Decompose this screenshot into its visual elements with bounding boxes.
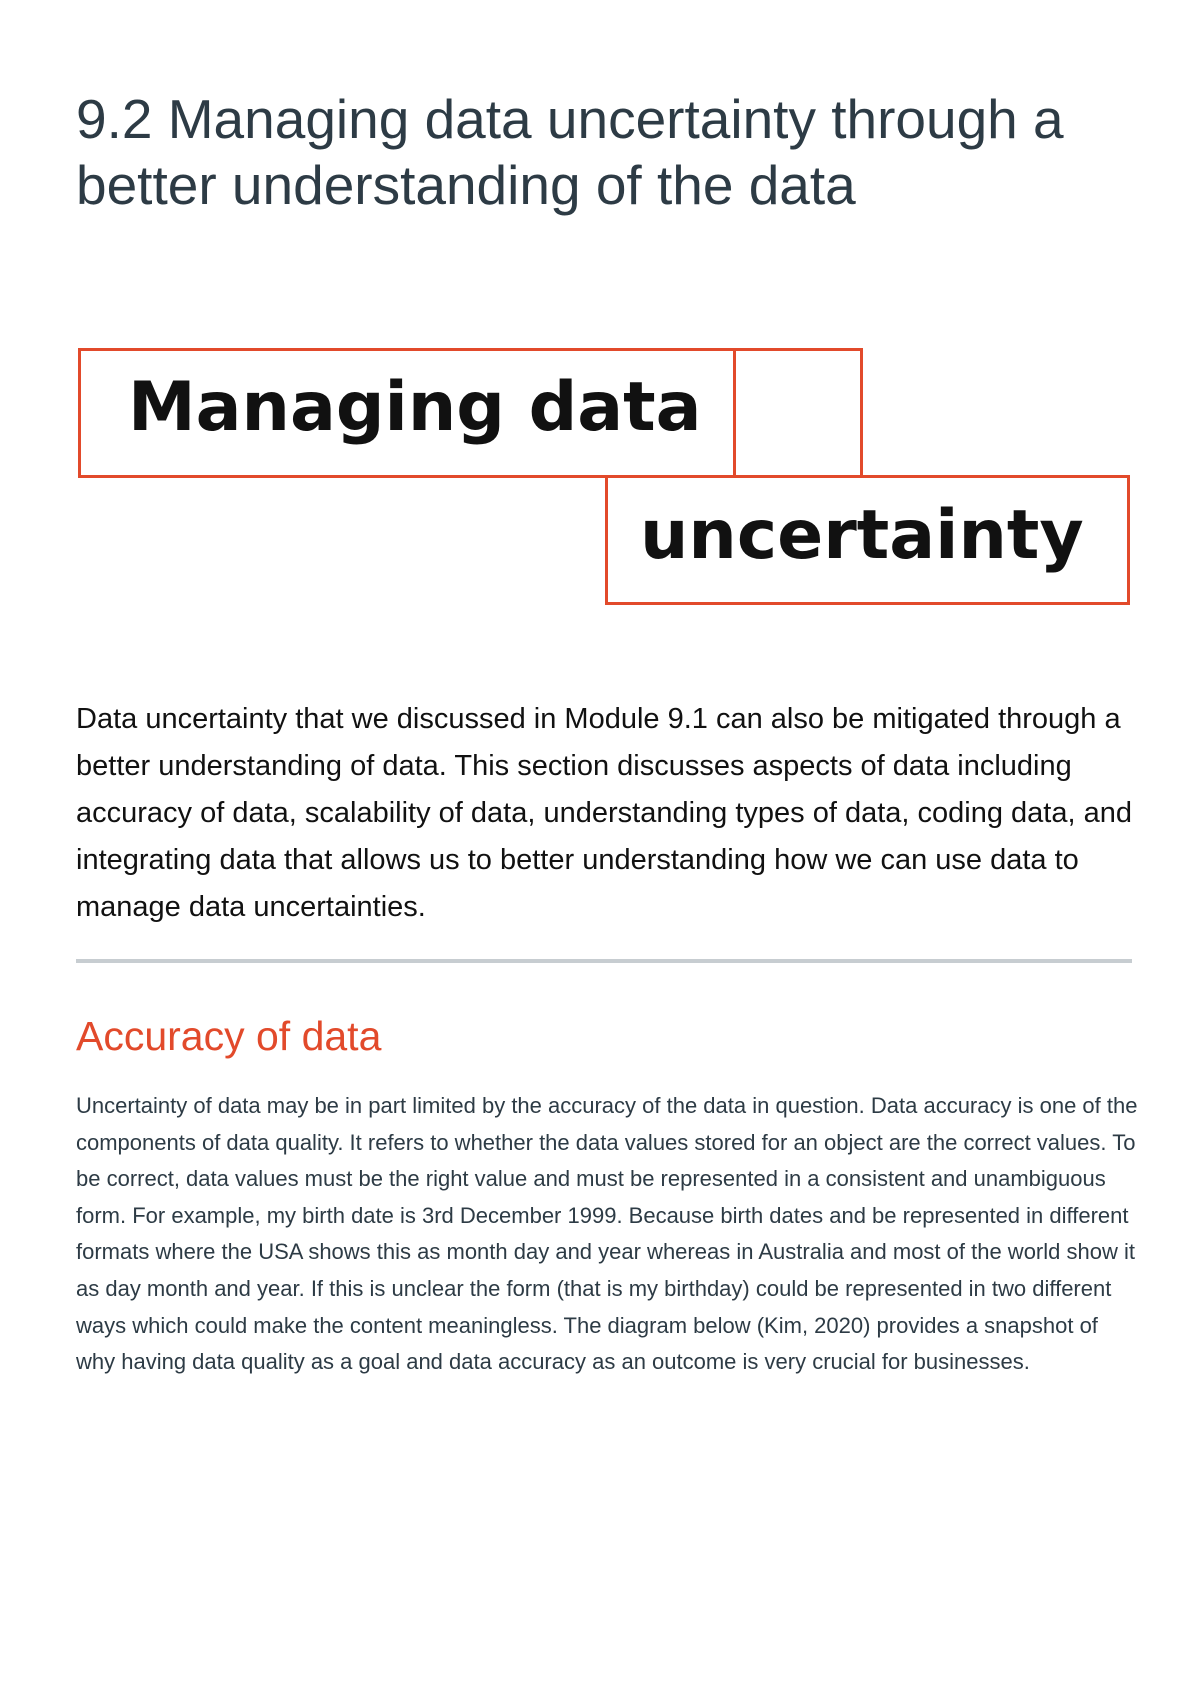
intro-paragraph: Data uncertainty that we discussed in Module 9.1 can also be mitigated through a better understanding of data. This section discusses aspects of data including accuracy of data, scalability of data, understanding types of data, coding data, and integrating data that allows us to better understanding how we can use data to manage data uncertainties. bbox=[76, 703, 1132, 923]
banner-line-1: Managing data bbox=[128, 368, 702, 447]
banner-box-top-right bbox=[733, 348, 863, 478]
section-heading-accuracy: Accuracy of data bbox=[76, 1013, 382, 1059]
section-divider bbox=[76, 959, 1132, 963]
banner-image bbox=[78, 348, 1130, 604]
section-body-accuracy: Uncertainty of data may be in part limited by the accuracy of the data in question. Data accuracy is one of the components of data quality. It refers to whether the data values stored for an object are the correct values. To be correct, data values must be the right value and must be represented in a consistent and unambiguous form. For example, my birth date is 3rd December 1999. Because birth dates and be represented in different formats where the USA shows this as month day and year whereas in Australia and most of the world show it as day month and year. If this is unclear the form (that is my birthday) could be represented in two different ways which could make the content meaningless. The diagram below (Kim, 2020) provides a snapshot of why having data quality as a goal and data accuracy as an outcome is very crucial for businesses. bbox=[76, 1093, 1138, 1375]
page-title: 9.2 Managing data uncertainty through a better understanding of the data bbox=[76, 88, 1064, 216]
banner-line-2: uncertainty bbox=[640, 496, 1084, 575]
